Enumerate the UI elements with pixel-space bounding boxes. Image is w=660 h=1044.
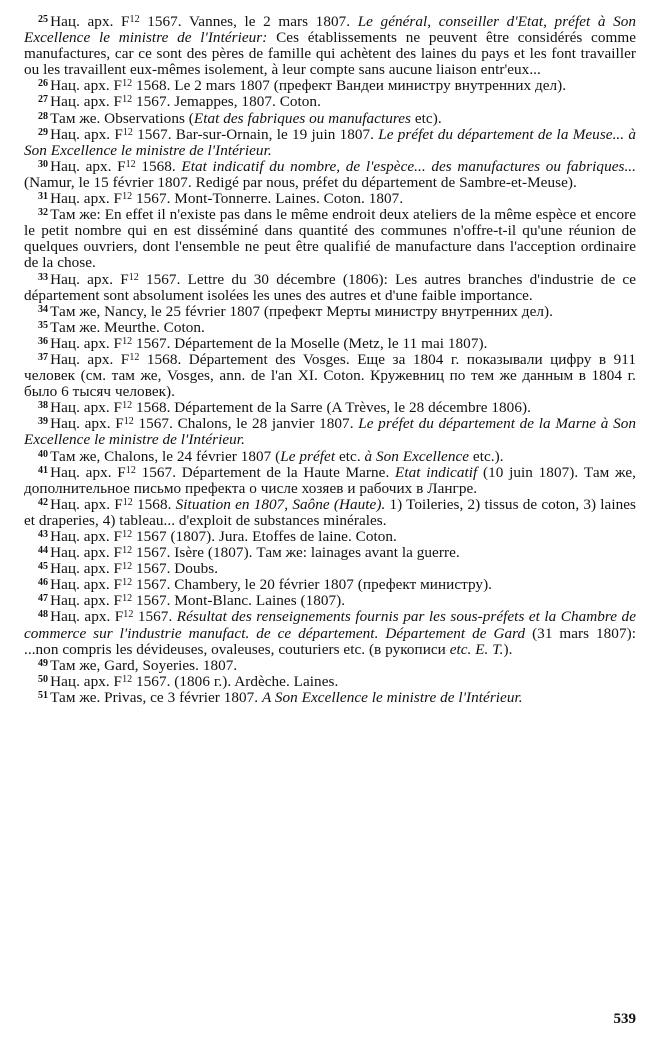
footnote-number: 51	[38, 689, 49, 701]
footnote-number: 28	[38, 110, 49, 122]
footnote-text: 1567. Chalons, le 28 janvier 1807.	[133, 415, 359, 433]
page-number: 539	[613, 1011, 636, 1027]
footnote-number: 26	[38, 78, 49, 90]
fonds-superscript: 12	[129, 14, 140, 25]
footnote-44	[24, 545, 636, 561]
footnote-number: 47	[38, 593, 49, 605]
footnote-number: 35	[38, 319, 49, 331]
italic-title: Résultat des renseignements fournis par les sous-préfets et la Chambre de commerce sur l'industrie manufact. de ce département. Département de Gard	[24, 608, 636, 642]
footnote-text: Там же, Gard, Soyeries. 1807.	[50, 656, 238, 674]
footnote-25	[24, 14, 636, 78]
italic-title: Le général, conseiller d'Etat, préfet à Son Excellence le ministre de l'Intérieur:	[24, 13, 637, 47]
footnote-number: 34	[38, 303, 49, 315]
footnote-number: 46	[38, 577, 49, 589]
footnote-text: Нац. арх. F	[50, 93, 123, 111]
footnote-42	[24, 497, 636, 529]
footnote-text: 1567. Vannes, le 2 mars 1807.	[139, 13, 358, 30]
italic-title: Etat indicatif du nombre, de l'espèce... des manufactures ou fabriques...	[181, 157, 636, 175]
italic-title: A Son Excellence le ministre de l'Intérieur.	[262, 688, 523, 706]
footnote-text: etc).	[411, 109, 442, 127]
footnote-text: Нац. арх. F	[50, 463, 126, 481]
italic-title: Etat des fabriques ou manufactures	[193, 109, 412, 127]
fonds-superscript: 12	[123, 416, 134, 428]
footnote-text: etc.	[335, 447, 365, 465]
footnote-number: 40	[38, 448, 49, 460]
footnote-number: 45	[38, 561, 49, 573]
footnote-text: 1568. Département de la Sarre (A Trèves, le 28 décembre 1806).	[132, 399, 531, 417]
footnote-text: Нац. арх. F	[50, 125, 123, 143]
italic-title: Le préfet du département de la Meuse... à Son Excellence le ministre de l'Intérieur.	[24, 125, 636, 159]
footnote-text: 1568.	[135, 157, 182, 175]
footnote-number: 49	[38, 657, 49, 669]
italic-title: Situation en 1807, Saône (Haute).	[175, 495, 386, 513]
footnote-40	[24, 449, 636, 465]
footnote-text: 1567. Mont-Blanc. Laines (1807).	[132, 592, 346, 610]
footnote-text: 1567. Département de la Moselle (Metz, le 11 mai 1807).	[132, 334, 488, 352]
footnote-number: 25	[38, 14, 49, 25]
footnote-37	[24, 352, 636, 400]
footnote-text: etc.).	[469, 447, 504, 465]
footnote-text: Нац. арх. F	[50, 415, 124, 433]
italic-title: à Son Excellence	[364, 447, 470, 465]
footnote-36	[24, 336, 636, 352]
fonds-superscript: 12	[122, 496, 133, 508]
footnote-number: 29	[38, 126, 49, 138]
footnote-text: Нац. арх. F	[50, 560, 123, 578]
footnote-text: (10 juin 1807). Там же, дополнительное письмо префекта о числе хозяев и рабочих в Лангре.	[24, 463, 636, 497]
footnote-text: Ces établissements ne peuvent être considérés comme manufactures, car ce sont des pères de famille qui achètent des laines du pays et les font travailler ou les travaillent eux-mêmes isolement, à leur compte sans aucune liaison entr'eux...	[24, 29, 636, 79]
italic-title: etc. E. T.	[449, 640, 504, 658]
footnote-text: 1567. Lettre du 30 décembre (1806): Les autres branches d'industrie de ce département sont absolument isolées les unes des autres et d'une faible importance.	[24, 270, 636, 304]
footnote-number: 37	[38, 351, 49, 363]
footnote-text: 1567. Chambery, le 20 février 1807 (префект министру).	[132, 576, 493, 594]
footnote-48	[24, 609, 636, 657]
fonds-superscript: 12	[122, 545, 133, 557]
fonds-superscript: 12	[122, 673, 133, 685]
footnote-43	[24, 529, 636, 545]
footnote-text: 1567. Département de la Haute Marne.	[135, 463, 396, 481]
footnote-number: 44	[38, 545, 49, 557]
italic-title: Le préfet	[280, 447, 336, 465]
footnote-text: Нац. арх. F	[50, 157, 126, 175]
footnote-29	[24, 127, 636, 159]
footnote-47	[24, 593, 636, 609]
footnote-number: 48	[38, 609, 49, 621]
footnote-text: Нац. арх. F	[50, 350, 130, 368]
footnote-number: 32	[38, 207, 49, 219]
footnote-text: Нац. арх. F	[50, 399, 123, 417]
fonds-superscript: 12	[125, 158, 136, 170]
footnote-text: 1567. Doubs.	[132, 560, 219, 578]
footnote-33	[24, 272, 636, 304]
footnote-text: Нац. арх. F	[50, 528, 123, 545]
footnote-text: 1) Toileries, 2) tissus de coton, 3) laines et draperies, 4) tableau... d'exploit de substances minérales.	[24, 495, 637, 529]
footnote-number: 31	[38, 191, 49, 203]
footnote-50	[24, 674, 636, 690]
footnote-number: 30	[38, 158, 49, 170]
footnote-text: ).	[503, 640, 513, 658]
footnote-text: 1568. Département des Vosges. Еще за 1804 г. показывали цифру в 911 человек (см. там же, Vosges, ann. de l'an XI. Coton. Кружевниц по тем же данным в 1804 г. было 6 тысяч человек).	[24, 350, 636, 401]
footnote-text: Там же. Privas, ce 3 février 1807.	[50, 688, 262, 706]
footnote-35	[24, 320, 636, 336]
fonds-superscript: 12	[129, 351, 140, 363]
footnote-text: Нац. арх. F	[50, 77, 123, 95]
footnote-27	[24, 94, 636, 110]
fonds-superscript: 12	[122, 577, 133, 589]
footnote-text: 1568. Le 2 mars 1807 (префект Вандеи министру внутренних дел).	[132, 77, 567, 95]
footnote-text: Там же. Meurthe. Coton.	[50, 318, 205, 336]
fonds-superscript: 12	[122, 529, 133, 540]
footnote-number: 27	[38, 94, 49, 106]
footnote-number: 50	[38, 673, 49, 685]
fonds-superscript: 12	[122, 78, 133, 90]
footnote-text: Там же, Nancy, le 25 février 1807 (префект Мерты министру внутренних дел).	[50, 302, 553, 320]
footnote-text: 1567. Bar-sur-Ornain, le 19 juin 1807.	[132, 125, 379, 143]
fonds-superscript: 12	[122, 126, 133, 138]
footnote-number: 33	[38, 271, 49, 283]
footnote-31	[24, 191, 636, 207]
footnote-text: Нац. арх. F	[50, 544, 123, 562]
italic-title: Le préfet du département de la Marne à Son Excellence le ministre de l'Intérieur.	[24, 415, 637, 449]
footnote-28	[24, 111, 636, 127]
fonds-superscript: 12	[122, 191, 133, 203]
footnote-text: 1567.	[133, 608, 177, 626]
footnote-34	[24, 304, 636, 320]
fonds-superscript: 12	[122, 561, 133, 573]
footnote-text: Нац. арх. F	[50, 592, 123, 610]
footnote-49	[24, 658, 636, 674]
footnote-26	[24, 78, 636, 94]
fonds-superscript: 12	[122, 335, 133, 347]
fonds-superscript: 12	[128, 271, 139, 283]
footnote-text: (31 mars 1807): ...non compris les dévideuses, ovaleuses, couturiers etc. (в рукописи	[24, 624, 636, 658]
footnote-text: Нац. арх. F	[50, 190, 123, 208]
footnote-30	[24, 159, 636, 191]
footnote-text: Нац. арх. F	[50, 495, 123, 513]
footnote-39	[24, 416, 636, 448]
footnote-46	[24, 577, 636, 593]
footnote-number: 42	[38, 496, 49, 508]
footnote-text: Там же, Chalons, le 24 février 1807 (	[50, 447, 281, 465]
footnote-text: 1567. Isère (1807). Там же: lainages avant la guerre.	[132, 544, 460, 562]
footnote-text: Нац. арх. F	[50, 334, 123, 352]
footnote-number: 36	[38, 335, 49, 347]
italic-title: Etat indicatif	[395, 463, 478, 481]
footnote-text: 1568.	[132, 495, 176, 513]
footnote-text: 1567. (1806 г.). Ardèche. Laines.	[132, 672, 339, 690]
footnote-text: Нац. арх. F	[50, 608, 124, 626]
footnote-45	[24, 561, 636, 577]
footnote-text: 1567. Mont-Tonnerre. Laines. Coton. 1807.	[132, 190, 404, 208]
footnote-text: Там же: En effet il n'existe pas dans le même endroit deux ateliers de la même espèce et encore le petit nombre qui en est disséminé dans quantité des communes n'offre-t-il qu'une réunion de quelques ouvriers, dont l'ensemble ne peut être qualifié de manufacture dans l'acception ordinaire de la chose.	[24, 206, 636, 272]
footnote-number: 39	[38, 416, 49, 428]
footnote-text: Нац. арх. F	[50, 13, 130, 30]
footnote-number: 38	[38, 400, 49, 412]
footnotes-block	[24, 14, 636, 706]
fonds-superscript: 12	[125, 464, 136, 476]
fonds-superscript: 12	[122, 593, 133, 605]
footnote-text: Нац. арх. F	[50, 270, 129, 288]
footnote-text: Нац. арх. F	[50, 672, 123, 690]
fonds-superscript: 12	[122, 400, 133, 412]
footnote-text: (Namur, le 15 février 1807. Redigé par nous, préfet du département de Sambre-et-Meuse).	[24, 173, 577, 191]
fonds-superscript: 12	[122, 94, 133, 106]
footnote-text: 1567 (1807). Jura. Etoffes de laine. Coton.	[132, 528, 397, 545]
footnote-38	[24, 400, 636, 416]
footnote-51	[24, 690, 636, 706]
footnote-41	[24, 465, 636, 497]
fonds-superscript: 12	[123, 609, 134, 621]
footnote-number: 41	[38, 464, 49, 476]
footnote-number: 43	[38, 529, 49, 540]
footnote-text: Нац. арх. F	[50, 576, 123, 594]
footnote-text: 1567. Jemappes, 1807. Coton.	[132, 93, 321, 111]
footnote-32	[24, 207, 636, 271]
footnote-text: Там же. Observations (	[50, 109, 194, 127]
